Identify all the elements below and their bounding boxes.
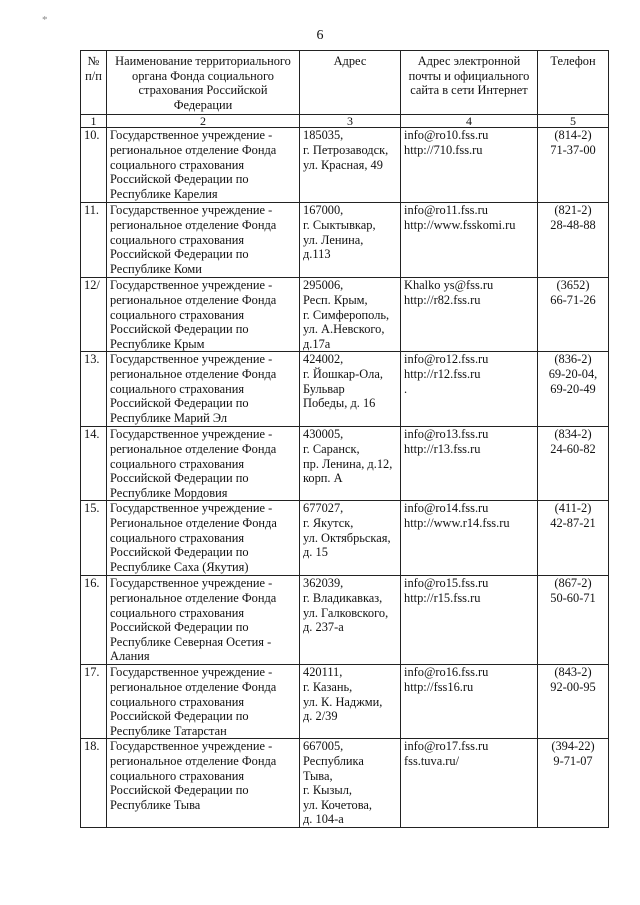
address bbox=[300, 278, 401, 352]
column-number-row bbox=[81, 115, 609, 128]
org-name-line: Государственное учреждение - bbox=[110, 501, 273, 516]
address-line: 420111, bbox=[303, 665, 343, 680]
org-name bbox=[107, 427, 300, 501]
scan-mark: * bbox=[42, 14, 48, 26]
address bbox=[300, 739, 401, 828]
org-name-line: Российской Федерации по bbox=[110, 172, 249, 187]
address-line: г. Якутск, bbox=[303, 515, 354, 530]
org-name bbox=[107, 278, 300, 352]
email-site-line: info@ro11.fss.ru bbox=[404, 203, 488, 218]
org-name-line: социального страхования bbox=[110, 157, 245, 172]
address-line: 167000, bbox=[303, 203, 344, 218]
phone-line: 28-48-88 bbox=[550, 217, 596, 232]
org-name-line: социального страхования bbox=[110, 694, 245, 709]
phone bbox=[538, 739, 609, 828]
org-name-line: Государственное учреждение - bbox=[110, 665, 273, 680]
page-number: 6 bbox=[316, 28, 324, 43]
email-site-line: http://r15.fss.ru bbox=[404, 590, 481, 605]
org-name-line: социального страхования bbox=[110, 605, 245, 620]
address-line: ул. Красная, 49 bbox=[303, 157, 383, 172]
org-name-line: Республике Мордовия bbox=[110, 485, 228, 500]
address-line: корп. А bbox=[303, 471, 343, 486]
org-name-line: Государственное учреждение - bbox=[110, 278, 273, 293]
email-site-line: Khalko ys@fss.ru bbox=[404, 278, 494, 293]
org-name-line: социального страхования bbox=[110, 456, 245, 471]
org-name-line: Государственное учреждение - bbox=[110, 128, 273, 143]
address-line: г. Йошкар-Ола, bbox=[303, 366, 383, 381]
org-name-line: Республике Крым bbox=[110, 336, 205, 351]
address-line: пр. Ленина, д.12, bbox=[303, 456, 393, 471]
phone-line: 50-60-71 bbox=[550, 590, 596, 605]
email-site-line: info@ro13.fss.ru bbox=[404, 427, 489, 442]
org-name-line: Российской Федерации по bbox=[110, 709, 249, 724]
org-name-line: Российской Федерации по bbox=[110, 620, 249, 635]
org-name bbox=[107, 501, 300, 576]
address-line: г. Сыктывкар, bbox=[303, 217, 376, 232]
email-site-line: http://www.fsskomi.ru bbox=[404, 217, 516, 232]
phone bbox=[538, 665, 609, 739]
fss-offices-table bbox=[80, 50, 609, 828]
address-line: г. Владикавказ, bbox=[303, 590, 383, 605]
phone bbox=[538, 278, 609, 352]
email-site-line: info@ro17.fss.ru bbox=[404, 739, 489, 754]
row-number: 15. bbox=[81, 501, 107, 576]
address bbox=[300, 352, 401, 427]
address-line: ул. Ленина, bbox=[303, 232, 364, 247]
email-site-line: http://r13.fss.ru bbox=[404, 441, 481, 456]
email-site bbox=[401, 576, 538, 665]
row-number: 17. bbox=[81, 665, 107, 739]
phone bbox=[538, 352, 609, 427]
address-line: г. Кызыл, bbox=[303, 783, 352, 798]
email-site-line: . bbox=[404, 381, 408, 396]
org-name bbox=[107, 739, 300, 828]
phone-line: (821-2) bbox=[554, 203, 592, 218]
org-name-line: Российской Федерации по bbox=[110, 322, 249, 337]
row-number: 13. bbox=[81, 352, 107, 427]
address-line: д. 104-а bbox=[303, 812, 344, 827]
address-line: ул. К. Наджми, bbox=[303, 694, 383, 709]
table-row bbox=[81, 665, 609, 739]
address-line: 362039, bbox=[303, 576, 344, 591]
address-line: д. 237-а bbox=[303, 620, 344, 635]
org-name-line: социального страхования bbox=[110, 530, 245, 545]
email-site-line: info@ro14.fss.ru bbox=[404, 501, 489, 516]
email-site bbox=[401, 203, 538, 278]
email-site bbox=[401, 352, 538, 427]
phone-line: (814-2) bbox=[554, 128, 592, 143]
address-line: Победы, д. 16 bbox=[303, 396, 376, 411]
phone-line: 9-71-07 bbox=[553, 753, 593, 768]
address-line: 667005, bbox=[303, 739, 344, 754]
header-name: Наименование территориального органа Фонда социального страхования Российской Федерации bbox=[107, 51, 300, 115]
phone-line: (3652) bbox=[556, 278, 590, 293]
phone-line: 71-37-00 bbox=[550, 142, 596, 157]
column-number: 5 bbox=[538, 115, 609, 128]
address-line: ул. Галковского, bbox=[303, 605, 389, 620]
address-line: г. Симферополь, bbox=[303, 307, 390, 322]
phone-line: (867-2) bbox=[554, 576, 592, 591]
org-name-line: Российской Федерации по bbox=[110, 247, 249, 262]
row-number: 14. bbox=[81, 427, 107, 501]
email-site-line: info@ro10.fss.ru bbox=[404, 128, 489, 143]
table-header-row bbox=[81, 51, 609, 115]
org-name-line: Республике Саха (Якутия) bbox=[110, 559, 249, 574]
phone-line: (836-2) bbox=[554, 352, 592, 367]
org-name-line: Республике Тыва bbox=[110, 797, 201, 812]
email-site-line: http://710.fss.ru bbox=[404, 142, 483, 157]
email-site bbox=[401, 665, 538, 739]
phone-line: (394-22) bbox=[551, 739, 595, 754]
email-site-line: http://fss16.ru bbox=[404, 679, 474, 694]
address-line: ул. А.Невского, bbox=[303, 322, 385, 337]
address-line: 424002, bbox=[303, 352, 344, 367]
header-num: № п/п bbox=[81, 51, 107, 115]
email-site bbox=[401, 128, 538, 203]
email-site-line: info@ro15.fss.ru bbox=[404, 576, 489, 591]
org-name-line: Региональное отделение Фонда bbox=[110, 515, 277, 530]
address-line: Республика bbox=[303, 753, 364, 768]
table-row bbox=[81, 352, 609, 427]
address bbox=[300, 128, 401, 203]
row-number: 11. bbox=[81, 203, 107, 278]
email-site-line: info@ro16.fss.ru bbox=[404, 665, 489, 680]
address-line: Тыва, bbox=[303, 768, 333, 783]
org-name-line: социального страхования bbox=[110, 232, 245, 247]
column-number: 4 bbox=[401, 115, 538, 128]
phone bbox=[538, 576, 609, 665]
org-name-line: Республике Карелия bbox=[110, 186, 218, 201]
address-line: д.17а bbox=[303, 336, 331, 351]
email-site bbox=[401, 739, 538, 828]
org-name-line: социального страхования bbox=[110, 381, 245, 396]
table-row bbox=[81, 427, 609, 501]
org-name bbox=[107, 665, 300, 739]
table-row bbox=[81, 739, 609, 828]
address-line: г. Саранск, bbox=[303, 441, 360, 456]
row-number: 16. bbox=[81, 576, 107, 665]
org-name-line: Государственное учреждение - bbox=[110, 576, 273, 591]
org-name-line: социального страхования bbox=[110, 307, 245, 322]
email-site-line: http://r82.fss.ru bbox=[404, 292, 481, 307]
address-line: 295006, bbox=[303, 278, 344, 293]
phone bbox=[538, 203, 609, 278]
org-name-line: Государственное учреждение - bbox=[110, 352, 273, 367]
org-name-line: региональное отделение Фонда bbox=[110, 366, 277, 381]
phone-line: 24-60-82 bbox=[550, 441, 596, 456]
phone-line: 69-20-49 bbox=[550, 381, 596, 396]
email-site-line: http://www.r14.fss.ru bbox=[404, 515, 510, 530]
org-name-line: Российской Федерации по bbox=[110, 471, 249, 486]
header-email: Адрес электронной почты и официального сайта в сети Интернет bbox=[401, 51, 538, 115]
email-site bbox=[401, 501, 538, 576]
column-number: 1 bbox=[81, 115, 107, 128]
row-number: 10. bbox=[81, 128, 107, 203]
email-site bbox=[401, 427, 538, 501]
address-line: г. Петрозаводск, bbox=[303, 142, 389, 157]
address bbox=[300, 576, 401, 665]
org-name-line: региональное отделение Фонда bbox=[110, 753, 277, 768]
org-name-line: Государственное учреждение - bbox=[110, 427, 273, 442]
org-name-line: региональное отделение Фонда bbox=[110, 590, 277, 605]
table-body bbox=[81, 128, 609, 828]
org-name-line: Российской Федерации по bbox=[110, 396, 249, 411]
org-name-line: региональное отделение Фонда bbox=[110, 679, 277, 694]
org-name-line: региональное отделение Фонда bbox=[110, 292, 277, 307]
org-name-line: Республике Марий Эл bbox=[110, 410, 228, 425]
address-line: ул. Октябрьская, bbox=[303, 530, 391, 545]
table-row bbox=[81, 501, 609, 576]
table-row bbox=[81, 128, 609, 203]
address-line: Бульвар bbox=[303, 381, 345, 396]
org-name bbox=[107, 576, 300, 665]
column-number: 2 bbox=[107, 115, 300, 128]
address-line: г. Казань, bbox=[303, 679, 353, 694]
org-name bbox=[107, 203, 300, 278]
address-line: д. 15 bbox=[303, 545, 328, 560]
phone-line: 92-00-95 bbox=[550, 679, 596, 694]
org-name-line: Республике Коми bbox=[110, 261, 202, 276]
email-site bbox=[401, 278, 538, 352]
org-name-line: региональное отделение Фонда bbox=[110, 217, 277, 232]
address-line: 185035, bbox=[303, 128, 344, 143]
phone-line: 69-20-04, bbox=[548, 366, 598, 381]
row-number: 12/ bbox=[81, 278, 107, 352]
address-line: 430005, bbox=[303, 427, 344, 442]
org-name-line: Алания bbox=[110, 649, 150, 664]
org-name-line: Государственное учреждение - bbox=[110, 739, 273, 754]
table-row bbox=[81, 576, 609, 665]
phone-line: (411-2) bbox=[554, 501, 592, 516]
header-phone: Телефон bbox=[538, 51, 609, 115]
email-site-line: info@ro12.fss.ru bbox=[404, 352, 489, 367]
address bbox=[300, 665, 401, 739]
org-name-line: Российской Федерации по bbox=[110, 545, 249, 560]
org-name-line: региональное отделение Фонда bbox=[110, 441, 277, 456]
email-site-line: fss.tuva.ru/ bbox=[404, 753, 460, 768]
phone bbox=[538, 128, 609, 203]
phone bbox=[538, 501, 609, 576]
table-row bbox=[81, 278, 609, 352]
org-name-line: социального страхования bbox=[110, 768, 245, 783]
address-line: ул. Кочетова, bbox=[303, 797, 373, 812]
address-line: д.113 bbox=[303, 247, 331, 262]
address-line: Респ. Крым, bbox=[303, 292, 368, 307]
email-site-line: http://r12.fss.ru bbox=[404, 366, 481, 381]
column-number: 3 bbox=[300, 115, 401, 128]
phone-line: 66-71-26 bbox=[550, 292, 596, 307]
phone bbox=[538, 427, 609, 501]
address bbox=[300, 501, 401, 576]
org-name-line: Российской Федерации по bbox=[110, 783, 249, 798]
address-line: 677027, bbox=[303, 501, 344, 516]
address bbox=[300, 203, 401, 278]
address-line: д. 2/39 bbox=[303, 709, 338, 724]
phone-line: 42-87-21 bbox=[550, 515, 596, 530]
table-row bbox=[81, 203, 609, 278]
org-name-line: Государственное учреждение - bbox=[110, 203, 273, 218]
org-name bbox=[107, 128, 300, 203]
org-name-line: Республике Татарстан bbox=[110, 723, 227, 738]
header-address: Адрес bbox=[300, 51, 401, 115]
phone-line: (834-2) bbox=[554, 427, 592, 442]
row-number: 18. bbox=[81, 739, 107, 828]
phone-line: (843-2) bbox=[554, 665, 592, 680]
org-name bbox=[107, 352, 300, 427]
org-name-line: Республике Северная Осетия - bbox=[110, 634, 272, 649]
address bbox=[300, 427, 401, 501]
org-name-line: региональное отделение Фонда bbox=[110, 142, 277, 157]
